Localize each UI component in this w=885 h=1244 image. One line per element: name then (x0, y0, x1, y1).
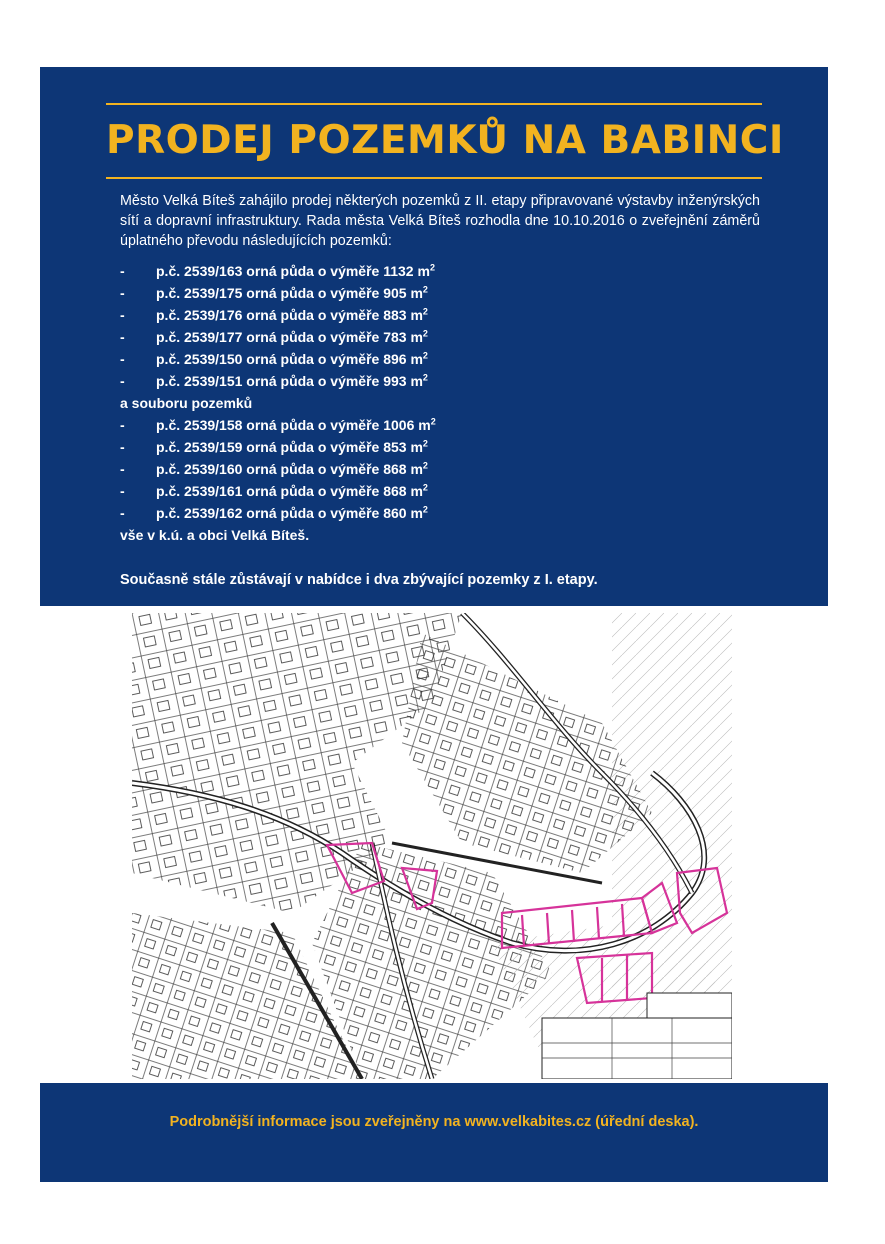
footer-panel (40, 1083, 828, 1182)
parcel-list-a (120, 260, 760, 392)
parcel-list-b (120, 414, 760, 524)
location-text: vše v k.ú. a obci Velká Bíteš. (120, 527, 310, 543)
parcel-item (120, 414, 760, 436)
parcel-text: p.č. 2539/160 orná půda o výměře 868 m (156, 461, 423, 477)
list-dash: - (120, 417, 125, 433)
footer-text: Podrobnější informace jsou zveřejněny na www.velkabites.cz (úřední deska). (169, 1114, 699, 1130)
list-dash: - (120, 373, 125, 389)
list-dash: - (120, 505, 125, 521)
list-dash: - (120, 461, 125, 477)
parcel-item (120, 260, 760, 282)
title-rule-top (106, 103, 762, 105)
area-unit-superscript: 2 (429, 262, 435, 273)
area-unit-superscript: 2 (422, 284, 428, 295)
area-unit-superscript: 2 (422, 482, 428, 493)
title-rule-bottom (106, 177, 762, 179)
list-dash: - (120, 439, 125, 455)
parcel-text: p.č. 2539/175 orná půda o výměře 905 m (156, 285, 423, 301)
parcel-text: p.č. 2539/163 orná půda o výměře 1132 m (156, 263, 430, 279)
list-dash: - (120, 285, 125, 301)
area-unit-superscript: 2 (422, 328, 428, 339)
parcel-list (120, 260, 760, 546)
list-dash: - (120, 307, 125, 323)
parcel-item (120, 326, 760, 348)
area-unit-superscript: 2 (430, 416, 436, 427)
page-title: PRODEJ POZEMKŮ NA BABINCI (106, 118, 784, 163)
parcel-text: p.č. 2539/161 orná půda o výměře 868 m (156, 483, 423, 499)
parcel-item (120, 304, 760, 326)
parcel-item (120, 370, 760, 392)
poster (40, 67, 828, 1182)
parcel-item (120, 436, 760, 458)
area-unit-superscript: 2 (422, 372, 428, 383)
area-unit-superscript: 2 (422, 350, 428, 361)
list-dash: - (120, 329, 125, 345)
list-dash: - (120, 483, 125, 499)
parcel-item (120, 502, 760, 524)
group-label: a souboru pozemků (120, 395, 253, 411)
parcel-text: p.č. 2539/176 orná půda o výměře 883 m (156, 307, 423, 323)
parcel-text: p.č. 2539/158 orná půda o výměře 1006 m (156, 417, 431, 433)
parcel-item (120, 458, 760, 480)
parcel-item (120, 282, 760, 304)
parcel-item (120, 480, 760, 502)
area-unit-superscript: 2 (422, 306, 428, 317)
parcel-text: p.č. 2539/151 orná půda o výměře 993 m (156, 373, 423, 389)
parcel-text: p.č. 2539/150 orná půda o výměře 896 m (156, 351, 423, 367)
area-unit-superscript: 2 (422, 460, 428, 471)
list-dash: - (120, 351, 125, 367)
cadastral-map-image (132, 613, 732, 1079)
area-unit-superscript: 2 (422, 504, 428, 515)
note-text: Současně stále zůstávají v nabídce i dva zbývající pozemky z I. etapy. (120, 572, 598, 588)
area-unit-superscript: 2 (422, 438, 428, 449)
header-panel (40, 67, 828, 606)
parcel-text: p.č. 2539/159 orná půda o výměře 853 m (156, 439, 423, 455)
parcel-text: p.č. 2539/162 orná půda o výměře 860 m (156, 505, 423, 521)
list-dash: - (120, 263, 125, 279)
intro-paragraph: Město Velká Bíteš zahájilo prodej některých pozemků z II. etapy připravované výstavby inženýrských sítí a dopravní infrastruktury. Rada města Velká Bíteš rozhodla dne 10.10.2016 o zveřejnění záměrů úplatného převodu následujících pozemků: (120, 193, 760, 249)
parcel-text: p.č. 2539/177 orná půda o výměře 783 m (156, 329, 423, 345)
parcel-item (120, 348, 760, 370)
map-svg (132, 613, 732, 1079)
